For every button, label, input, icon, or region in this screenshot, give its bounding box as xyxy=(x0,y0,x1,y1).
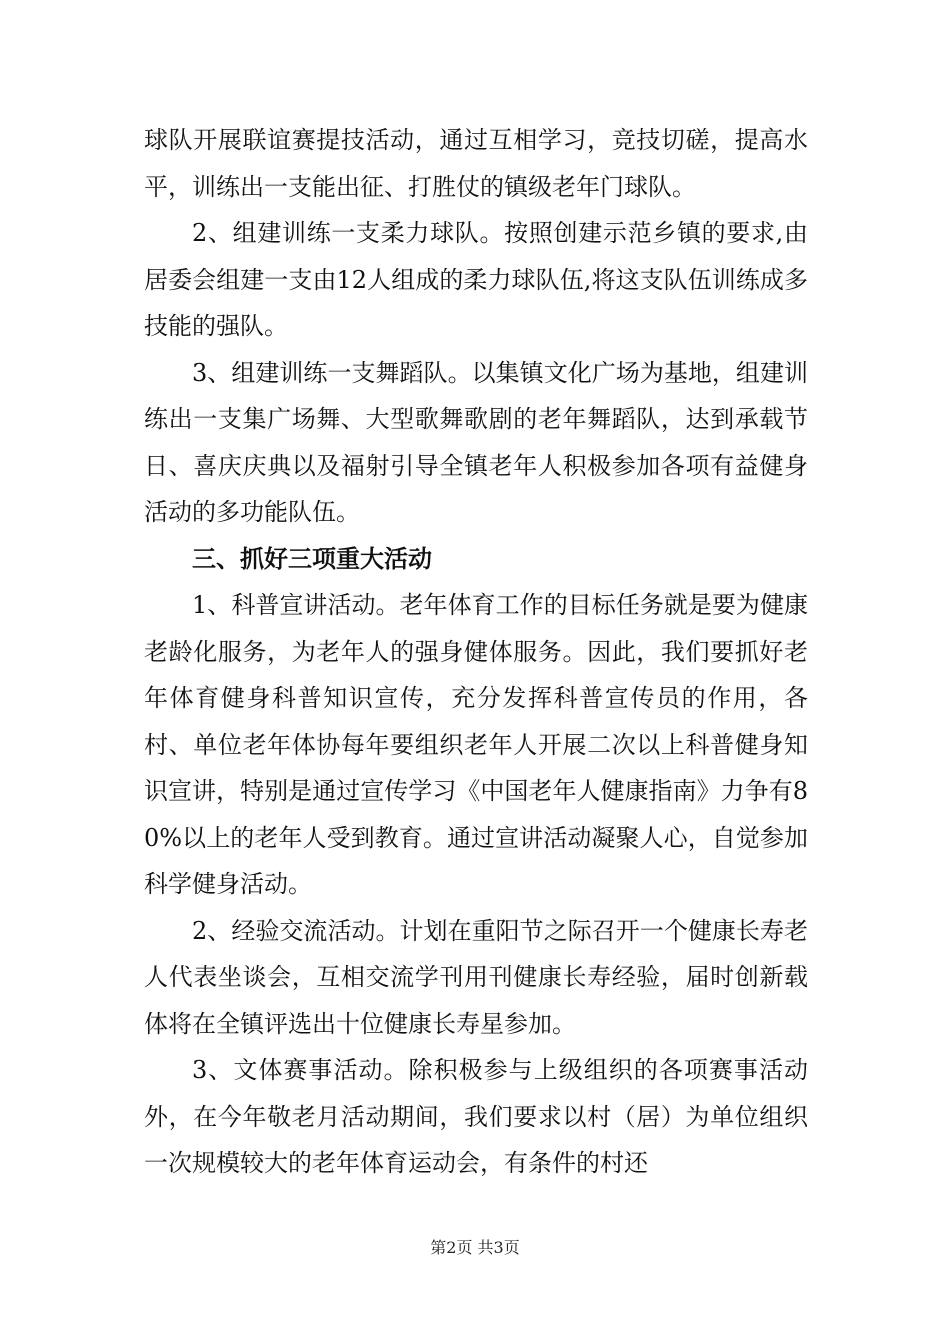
page-footer: 第2页 共3页 xyxy=(430,1238,520,1257)
paragraph-2: 2、组建训练一支柔力球队。按照创建示范乡镇的要求,由居委会组建一支由12人组成的柔力球队伍,将这支队伍训练成多技能的强队。 xyxy=(144,219,808,340)
paragraph-1: 球队开展联谊赛提技活动，通过互相学习，竞技切磋，提高水平，训练出一支能出征、打胜仗的镇级老年门球队。 xyxy=(144,126,808,201)
document-body xyxy=(144,117,808,1187)
paragraph-6: 3、文体赛事活动。除积极参与上级组织的各项赛事活动外，在今年敬老月活动期间，我们要求以村（居）为单位组织一次规模较大的老年体育运动会，有条件的村还 xyxy=(144,1056,808,1177)
paragraph-4: 1、科普宣讲活动。老年体育工作的目标任务就是要为健康老龄化服务，为老年人的强身健体服务。因此，我们要抓好老年体育健身科普知识宣传，充分发挥科普宣传员的作用，各村、单位老年体协每年要组织老年人开展二次以上科普健身知识宣讲，特别是通过宣传学习《中国老年人健康指南》力争有80%以上的老年人受到教育。通过宣讲活动凝聚人心，自觉参加科学健身活动。 xyxy=(144,591,808,898)
paragraph-5: 2、经验交流活动。计划在重阳节之际召开一个健康长寿老人代表坐谈会，互相交流学刊用刊健康长寿经验，届时创新载体将在全镇评选出十位健康长寿星参加。 xyxy=(144,916,808,1038)
section-heading: 三、抓好三项重大活动 xyxy=(192,544,432,573)
paragraph-3: 3、组建训练一支舞蹈队。以集镇文化广场为基地，组建训练出一支集广场舞、大型歌舞歌剧的老年舞蹈队，达到承载节日、喜庆庆典以及福射引导全镇老年人积极参加各项有益健身活动的多功能队伍。 xyxy=(144,358,808,526)
